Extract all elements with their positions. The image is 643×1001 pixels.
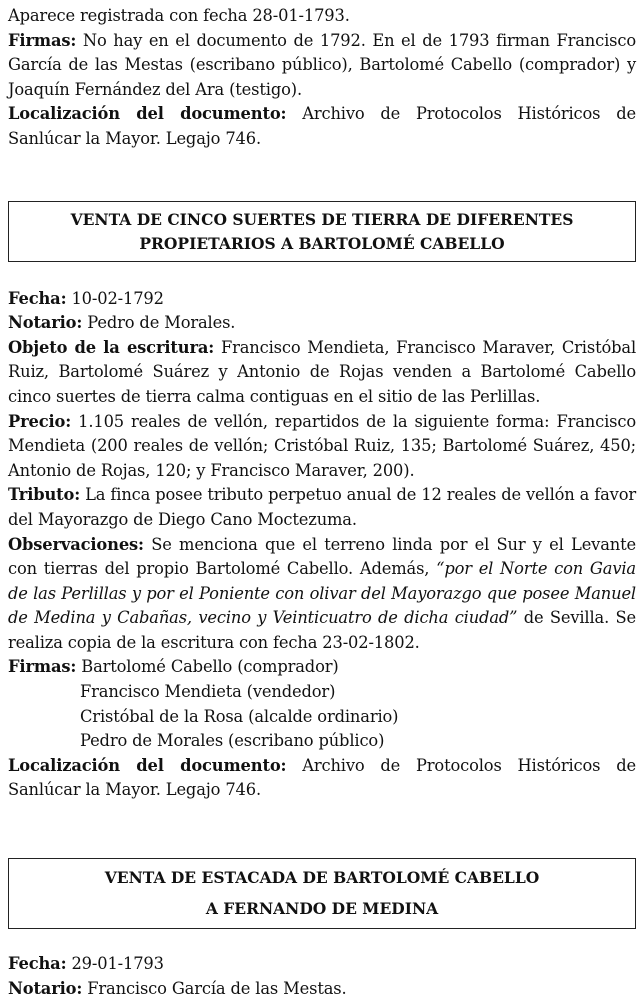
firmas-paragraph: [8, 655, 636, 680]
firmas-paragraph: [8, 29, 636, 103]
spacer: [8, 803, 636, 858]
section-title-line: VENTA DE CINCO SUERTES DE TIERRA DE DIFERENTES: [70, 209, 574, 229]
fecha-text: 29-01-1793: [66, 954, 164, 974]
localizacion-paragraph: [8, 102, 636, 151]
localizacion-label: Localización del documento:: [8, 104, 287, 124]
observaciones-text: Se menciona que el terreno linda por el Sur y el Levante con tierras del propio Bartolomé Cabello. Además,: [8, 534, 636, 579]
section-title-line: VENTA DE ESTACADA DE BARTOLOMÉ CABELLO: [104, 868, 540, 888]
localizacion-text: Archivo de Protocolos Históricos de Sanlúcar la Mayor. Legajo 746.: [8, 755, 636, 800]
fecha-paragraph: [8, 287, 636, 312]
notario-text: Pedro de Morales.: [82, 313, 236, 333]
fecha-label: Fecha:: [8, 954, 67, 974]
firmas-signer-line: [8, 705, 636, 730]
notario-paragraph: [8, 311, 636, 336]
firmas-signer: Pedro de Morales (escribano público): [80, 731, 385, 751]
objeto-text: Francisco Mendieta, Francisco Maraver, Cristóbal Ruiz, Bartolomé Suárez y Antonio de Rojas venden a Bartolomé Cabello cinco suertes de tierra calma contiguas en el sitio de las Perlillas.: [8, 337, 637, 406]
section-title-box: [8, 858, 636, 929]
firmas-signer: Cristóbal de la Rosa (alcalde ordinario): [80, 706, 399, 726]
section-title-line: A FERNANDO DE MEDINA: [205, 899, 439, 919]
precio-label: Precio:: [8, 411, 72, 431]
objeto-paragraph: [8, 336, 636, 410]
fecha-text: 10-02-1792: [66, 288, 164, 308]
notario-label: Notario:: [8, 978, 83, 998]
firmas-signer: Bartolomé Cabello (comprador): [76, 657, 339, 677]
firmas-label: Firmas:: [8, 657, 77, 677]
firmas-text: No hay en el documento de 1792. En el de 1793 firman Francisco García de las Mestas (escribano público), Bartolomé Cabello (comprador) y Joaquín Fernández del Ara (testigo).: [8, 30, 636, 99]
firmas-label: Firmas:: [8, 30, 77, 50]
registered-line: [8, 4, 636, 29]
fecha-paragraph: [8, 952, 636, 977]
spacer: [8, 152, 636, 201]
tributo-label: Tributo:: [8, 485, 81, 505]
section-title-box: [8, 201, 636, 262]
observaciones-text-end: de Sevilla. Se realiza copia de la escritura con fecha 23-02-1802.: [8, 608, 636, 652]
notario-text: Francisco García de las Mestas.: [82, 978, 347, 998]
observaciones-label: Observaciones:: [8, 534, 144, 554]
observaciones-quote: “por el Norte con Gavia de las Perlillas y por el Poniente con olivar del Mayorazgo que posee Manuel de Medina y Cabañas, vecino y Veinticuatro de dicha ciudad”: [8, 559, 636, 628]
tributo-text: La finca posee tributo perpetuo anual de 12 reales de vellón a favor del Mayorazgo de Diego Cano Moctezuma.: [8, 485, 636, 529]
tributo-paragraph: [8, 483, 636, 532]
notario-label: Notario:: [8, 313, 83, 333]
notario-paragraph: [8, 977, 636, 1001]
localizacion-label: Localización del documento:: [8, 755, 287, 775]
precio-paragraph: [8, 410, 636, 484]
firmas-signer: Francisco Mendieta (vendedor): [80, 682, 336, 702]
observaciones-paragraph: [8, 533, 636, 656]
section-title-line: PROPIETARIOS A BARTOLOMÉ CABELLO: [139, 233, 505, 253]
localizacion-paragraph: [8, 754, 636, 803]
registered-text: Aparece registrada con fecha 28-01-1793.: [8, 6, 350, 25]
fecha-label: Fecha:: [8, 288, 67, 308]
localizacion-text: Archivo de Protocolos Históricos de Sanlúcar la Mayor. Legajo 746.: [8, 104, 636, 148]
document-page: [8, 4, 636, 1001]
precio-text: 1.105 reales de vellón, repartidos de la siguiente forma: Francisco Mendieta (200 reales de vellón; Cristóbal Ruiz, 135; Bartolomé Suárez, 450; Antonio de Rojas, 120; y Francisco Maraver, 200).: [8, 411, 636, 480]
objeto-label: Objeto de la escritura:: [8, 337, 215, 357]
firmas-signer-line: [8, 680, 636, 705]
firmas-signer-line: [8, 729, 636, 754]
